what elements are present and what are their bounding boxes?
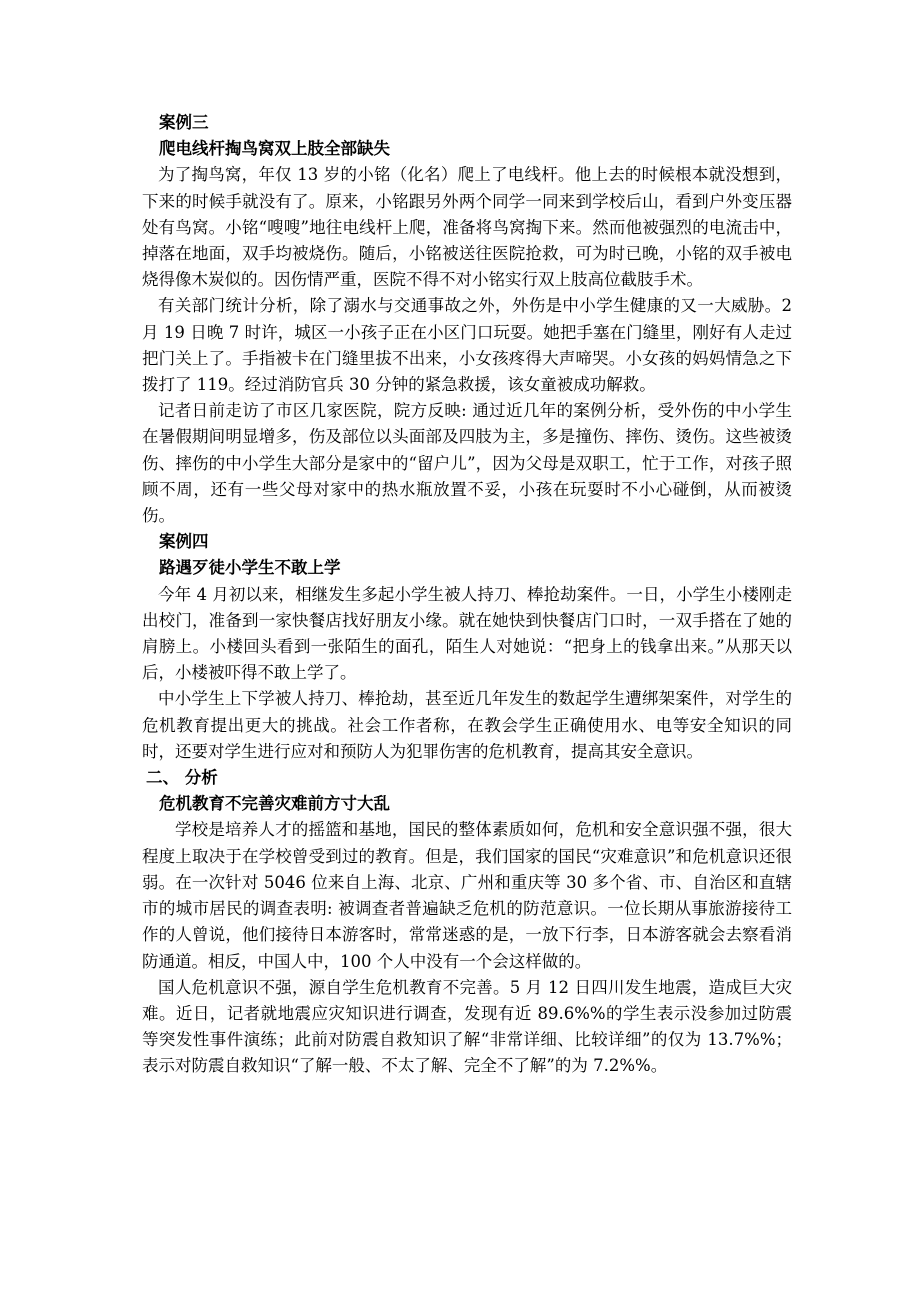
case3-paragraph-3: 记者日前走访了市区几家医院，院方反映: 通过近几年的案例分析，受外伤的中小学生在暑假期间明显增多，伤及部位以头面部及四肢为主，多是撞伤、摔伤、烫伤。这些被烫伤、摔伤的中小学生大部分是家中的“留户儿”，因为父母是双职工，忙于工作，对孩子照顾不周，还有一些父母对家中的热水瓶放置不妥，小孩在玩耍时不小心碰倒，从而被烫伤。 <box>142 401 792 526</box>
case3-title: 爬电线杆掏鸟窝双上肢全部缺失 <box>159 139 390 159</box>
analysis-paragraph-1: 学校是培养人才的摇篮和基地，国民的整体素质如何，危机和安全意识强不强，很大程度上取决于在学校曾受到过的教育。但是，我们国家的国民“灾难意识”和危机意识还很弱。在一次针对 5046 位来自上海、北京、广州和重庆等 30 多个省、市、自治区和直辖市的城市居民的调查表明: 被调查者普遍缺乏危机的防范意识。一位长期从事旅游接待工作的人曾说，他们接待日本游客时，常常迷惑的是，一放下行李，日本游客就会去察看消防通道。相反，中国人中，100 个人中没有一个会这样做的。 <box>142 820 792 971</box>
case4-paragraph-2: 中小学生上下学被人持刀、棒抢劫，甚至近几年发生的数起学生遭绑架案件，对学生的危机教育提出更大的挑战。社会工作者称，在教会学生正确使用水、电等安全知识的同时，还要对学生进行应对和预防人为犯罪伤害的危机教育，提高其安全意识。 <box>142 689 792 761</box>
case3-label: 案例三 <box>159 113 209 132</box>
analysis-paragraph-2: 国人危机意识不强，源自学生危机教育不完善。5 月 12 日四川发生地震，造成巨大灾难。近日，记者就地震应灾知识进行调查，发现有近 89.6%%的学生表示没参加过防震等突发性事件演练；此前对防震自救知识了解“非常详细、比较详细”的仅为 13.7%%；表示对防震自救知识“了解一般、不太了解、完全不了解”的为 7.2%%。 <box>142 977 792 1076</box>
case4-paragraph-1: 今年 4 月初以来，相继发生多起小学生被人持刀、棒抢劫案件。一日，小学生小楼刚走出校门，准备到一家快餐店找好朋友小缘。就在她快到快餐店门口时，一双手搭在了她的肩膀上。小楼回头看到一张陌生的面孔，陌生人对她说：“把身上的钱拿出来。”从那天以后，小楼被吓得不敢上学了。 <box>142 584 792 683</box>
analysis-title: 危机教育不完善灾难前方寸大乱 <box>159 794 390 814</box>
document-page <box>142 110 792 1080</box>
case3-paragraph-1: 为了掏鸟窝，年仅 13 岁的小铭（化名）爬上了电线杆。他上去的时候根本就没想到，下来的时候手就没有了。原来，小铭跟另外两个同学一同来到学校后山，看到户外变压器处有鸟窝。小铭“嗖嗖”地往电线杆上爬，准备将鸟窝掏下来。然而他被强烈的电流击中，掉落在地面，双手均被烧伤。随后，小铭被送往医院抢救，可为时已晚，小铭的双手被电烧得像木炭似的。因伤情严重，医院不得不对小铭实行双上肢高位截肢手术。 <box>142 165 792 290</box>
case4-label: 案例四 <box>159 532 209 552</box>
case4-title: 路遇歹徒小学生不敢上学 <box>159 558 341 578</box>
case3-paragraph-2: 有关部门统计分析，除了溺水与交通事故之外，外伤是中小学生健康的又一大威胁。2 月 19 日晚 7 时许，城区一小孩子正在小区门口玩耍。她把手塞在门缝里，刚好有人走过把门关上了。手指被卡在门缝里拔不出来，小女孩疼得大声啼哭。小女孩的妈妈情急之下拨打了 119。经过消防官兵 30 分钟的紧急救援，该女童被成功解救。 <box>142 296 792 395</box>
analysis-label: 二、 分析 <box>146 768 218 788</box>
